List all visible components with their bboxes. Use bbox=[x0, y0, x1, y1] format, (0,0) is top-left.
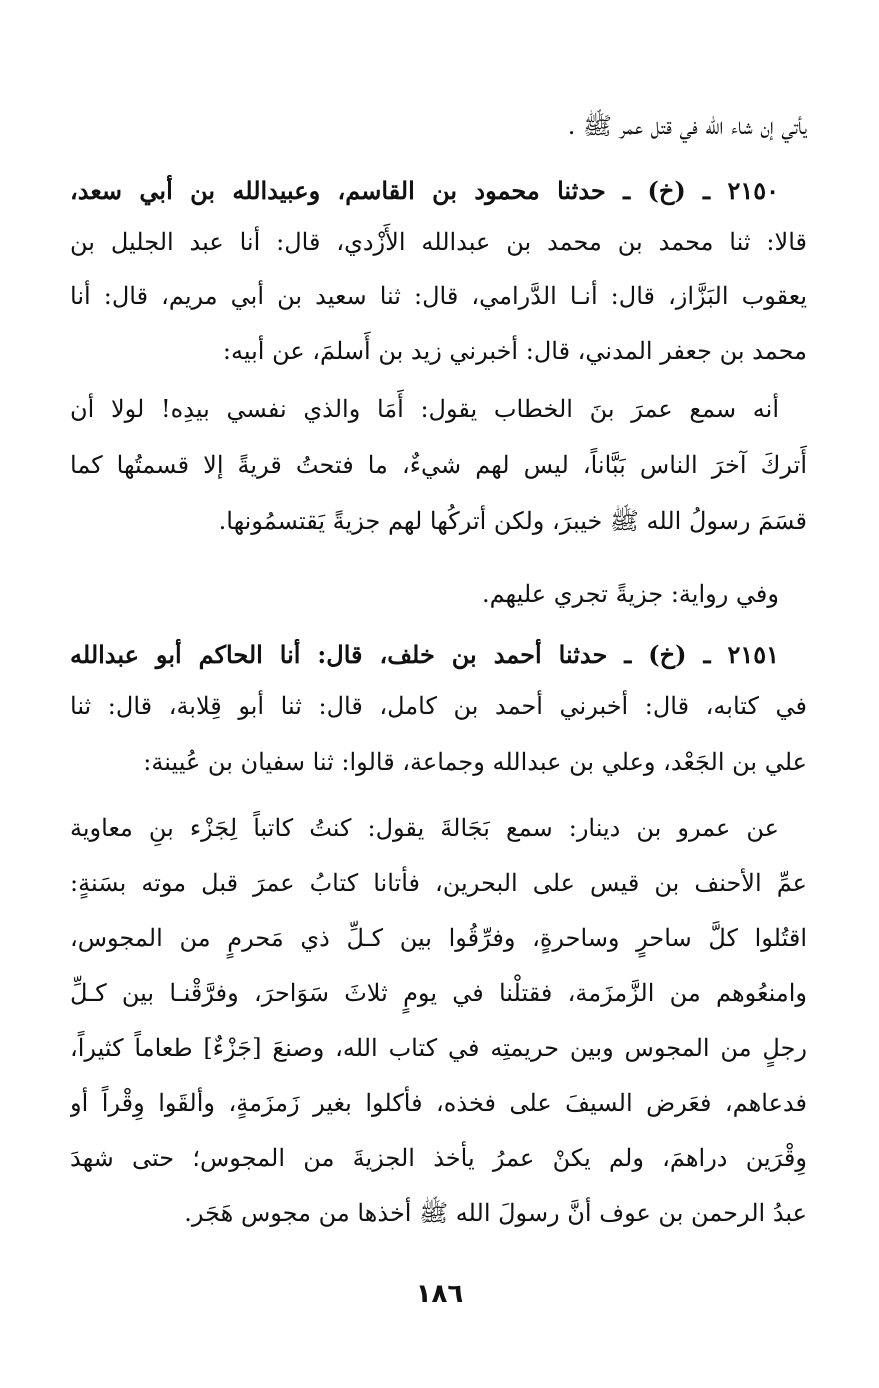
hadith-2150-heading-line: ٢١٥٠ ـ (خ) ـ حدثنا محمود بن القاسم، وعبيدالله بن أبي سعد، bbox=[70, 176, 779, 205]
text-line: قالا: ثنا محمد بن محمد بن عبدالله الأَزْدي، قال: أنا عبد الجليل بن bbox=[70, 228, 807, 256]
text-line: أنه سمع عمرَ بنَ الخطاب يقول: أَمَا والذي نفسي بيدِه! لولا أن bbox=[70, 395, 779, 423]
text-line: في كتابه، قال: أخبرني أحمد بن كامل، قال: ثنا أبو قِلابة، قال: ثنا bbox=[70, 692, 807, 720]
text-line: يأتي إن شاء الله في قتل عمر ﷺ . bbox=[567, 112, 807, 140]
text-line: علي بن الجَعْد، وعلي بن عبدالله وجماعة، قالوا: ثنا سفيان بن عُيينة: bbox=[143, 748, 807, 776]
text-line: رجلٍ من المجوس وبين حريمتِه في كتاب الله، وصنعَ [جَزْءٌ] طعاماً كثيراً، bbox=[70, 1034, 807, 1062]
book-page bbox=[70, 0, 807, 1388]
text-line: يعقوب البَزَّاز، قال: أنـا الدَّرامي، قال: ثنا سعيد بن أبي مريم، قال: أنا bbox=[70, 282, 807, 310]
hadith-2151-heading-line: ٢١٥١ ـ (خ) ـ حدثنا أحمد بن خلف، قال: أنا الحاكم أبو عبدالله bbox=[70, 640, 779, 669]
text-line: اقتُلوا كلَّ ساحرٍ وساحرةٍ، وفرِّقُوا بين كـلِّ ذي مَحرمٍ من المجوس، bbox=[70, 924, 807, 952]
text-line: عمِّ الأحنف بن قيس على البحرين، فأتانا كتابُ عمرَ قبل موته بسَنةٍ: bbox=[70, 869, 807, 897]
text-line: أَتركَ آخرَ الناس بَبَّاناً، ليس لهم شيءٌ، ما فتحتُ قريةً إلا قسمتُها كما bbox=[70, 451, 807, 479]
text-line: وفي رواية: جزيةً تجري عليهم. bbox=[481, 580, 779, 608]
text-line: عن عمرو بن دينار: سمع بَجَالةَ يقول: كنتُ كاتباً لِجَزْء بنِ معاوية bbox=[70, 814, 779, 842]
text-line: وِقْرَين دراهمَ، ولم يكنْ عمرُ يأخذ الجزيةَ من المجوس؛ حتى شهدَ bbox=[70, 1144, 807, 1172]
page-number: ١٨٦ bbox=[415, 1279, 464, 1309]
text-line: وامنعُوهم من الزَّمزَمة، فقتلْنا في يومٍ ثلاثَ سَوَاحرَ، وفرَّقْنـا بين كـلِّ bbox=[70, 979, 807, 1007]
text-line: قسَمَ رسولُ الله ﷺ خيبرَ، ولكن أتركُها لهم جزيةً يَقتسمُونها. bbox=[218, 507, 807, 535]
text-line: محمد بن جعفر المدني، قال: أخبرني زيد بن أَسلمَ، عن أبيه: bbox=[222, 337, 807, 365]
text-line: فدعاهم، فعَرض السيفَ على فخذه، فأكلوا بغير زَمزَمةٍ، وألقَوا وِقْراً أو bbox=[70, 1089, 807, 1117]
text-line: عبدُ الرحمن بن عوف أنَّ رسولَ الله ﷺ أخذها من مجوس هَجَر. bbox=[184, 1199, 807, 1227]
